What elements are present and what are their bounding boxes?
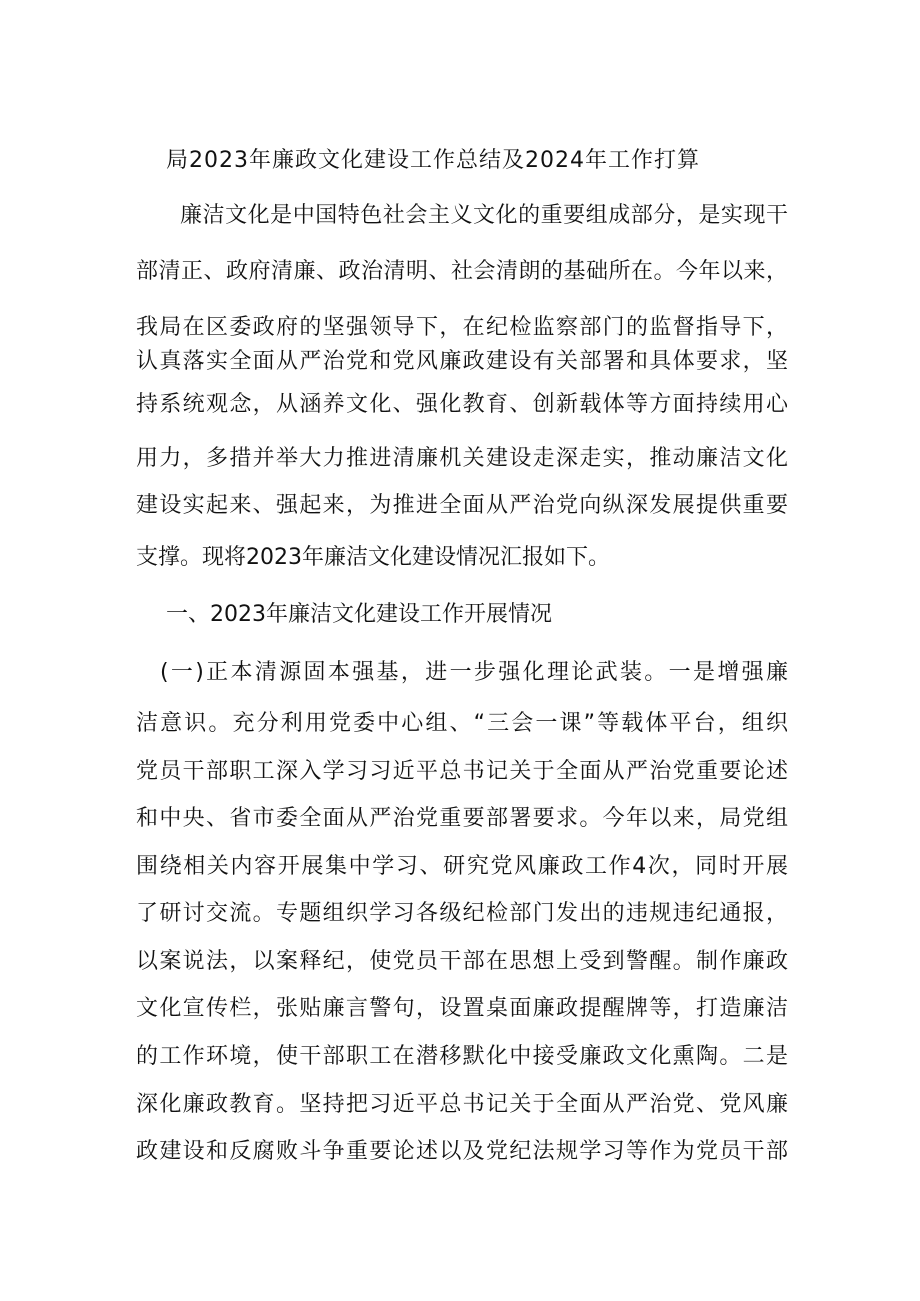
paragraph-line: 认真落实全面从严治党和党风廉政建设有关部署和具体要求，坚 [136, 349, 788, 374]
paragraph-line: 洁意识。充分利用党委中心组、“三会一课”等载体平台，组织 [136, 711, 788, 736]
paragraph-line: 以案说法，以案释纪，使党员干部在思想上受到警醒。制作廉政 [136, 949, 788, 974]
paragraph-line: 党员干部职工深入学习习近平总书记关于全面从严治党重要论述 [136, 759, 788, 784]
paragraph-line: 建设实起来、强起来，为推进全面从严治党向纵深发展提供重要 [136, 493, 788, 518]
paragraph-line: 文化宣传栏，张贴廉言警句，设置桌面廉政提醒牌等，打造廉洁 [136, 996, 788, 1021]
paragraph-line: 了研讨交流。专题组织学习各级纪检部门发出的违规违纪通报， [136, 901, 788, 926]
paragraph-line: (一)正本清源固本强基，进一步强化理论武装。一是增强廉 [160, 660, 788, 685]
document-title: 局2023年廉政文化建设工作总结及2024年工作打算 [166, 148, 700, 173]
paragraph-line: 用力，多措并举大力推进清廉机关建设走深走实，推动廉洁文化 [136, 446, 788, 471]
paragraph-line: 廉洁文化是中国特色社会主义文化的重要组成部分，是实现干 [180, 203, 788, 228]
paragraph-line: 我局在区委政府的坚强领导下，在纪检监察部门的监督指导下， [136, 315, 788, 340]
paragraph-line: 政建设和反腐败斗争重要论述以及党纪法规学习等作为党员干部 [136, 1139, 788, 1164]
section-heading: 一、2023年廉洁文化建设工作开展情况 [166, 602, 552, 627]
paragraph-line: 围绕相关内容开展集中学习、研究党风廉政工作4次，同时开展 [136, 854, 788, 879]
paragraph-line: 的工作环境，使干部职工在潜移默化中接受廉政文化熏陶。二是 [136, 1044, 788, 1069]
paragraph-line: 部清正、政府清廉、政治清明、社会清朗的基础所在。今年以来， [136, 259, 788, 284]
paragraph-line: 支撑。现将2023年廉洁文化建设情况汇报如下。 [136, 545, 610, 570]
paragraph-line: 和中央、省市委全面从严治党重要部署要求。今年以来，局党组 [136, 806, 788, 831]
paragraph-line: 深化廉政教育。坚持把习近平总书记关于全面从严治党、党风廉 [136, 1092, 788, 1117]
paragraph-line: 持系统观念，从涵养文化、强化教育、创新载体等方面持续用心 [136, 392, 788, 417]
